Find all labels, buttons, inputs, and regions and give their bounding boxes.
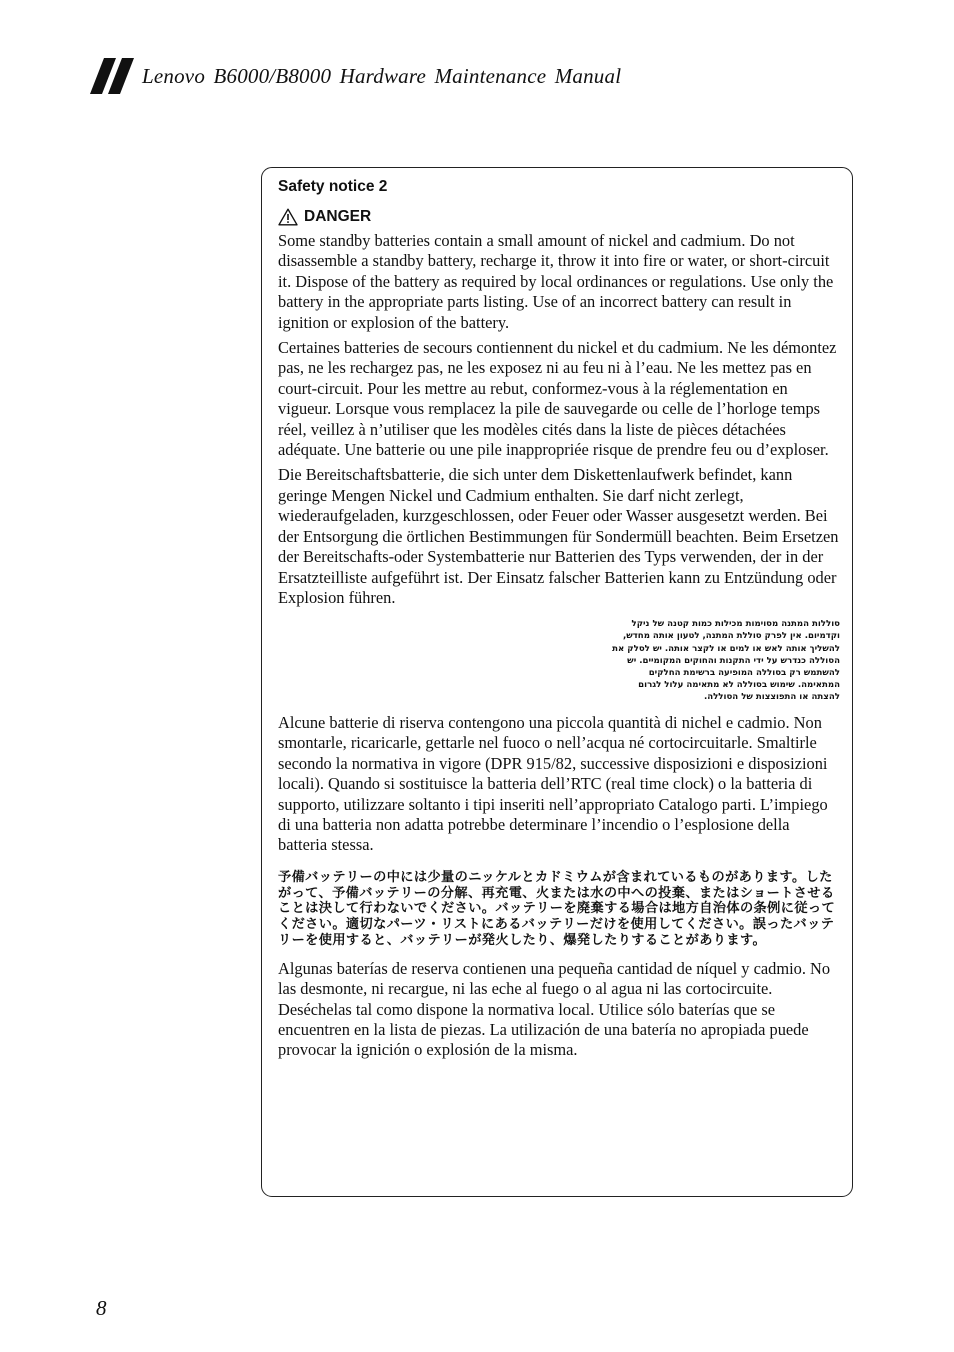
notice-text-japanese: 予備バッテリーの中には少量のニッケルとカドミウムが含まれているものがあります。したがって、予備バッテリーの分解、再充電、火または水の中への投棄、またはショートさせることは決して行わないでください。バッテリーを廃棄する場合は地方自治体の条例に従ってください。適切なパーツ・リストにあるバッテリーだけを使用してください。誤ったバッテリーを使用すると、バッテリーが発火したり、爆発したりすることがあります。 [278,869,836,948]
notice-text-english: Some standby batteries contain a small amount of nickel and cadmium. Do not disassemble a standby battery, recharge it, throw it into fire or water, or short-circuit it. Dispose of the battery as required by local ordinances or regulations. Use only the battery in the appropriate parts listing. Use of an incorrect battery can result in ignition or explosion of the battery. [278,231,834,332]
notice-text-hebrew: סוללות המתנה מסוימות מכילות כמות קטנה של ניקל וקדמיום. אין לפרק סוללת המתנה, לטעון אותה מחדש, להשליך אותה לאש או למים או לקצר אותה. יש לסלק את הסוללה כנדרש על ידי התקנות והחוקים המקומיים. יש להשתמש רק בסוללה המופיעה ברשימת החלקים המתאימה. שימוש בסוללה לא מתאימה עלול לגרום להצתה או התפוצצות של הסוללה. [612,619,840,702]
danger-heading [278,206,842,228]
safety-notice-box [261,167,853,1197]
double-slash-logo-icon [90,58,136,94]
notice-text-german: Die Bereitschaftsbatterie, die sich unter dem Diskettenlaufwerk befindet, kann geringe Mengen Nickel und Cadmium enthalten. Sie darf nicht zerlegt, wiederaufgeladen, kurzgeschlossen, oder Feuer oder Wasser ausgesetzt werden. Bei der Entsorgung die örtlichen Bestimmungen für Sondermüll beachten. Beim Ersetzen der Bereitschafts-oder Systembatterie nur Batterien des Typs verwenden, der in der Ersatzteilliste aufgeführt ist. Der Einsatz falscher Batterien kann zu Entzündung oder Explosion führen. [278,465,839,607]
page-number: 8 [96,1296,107,1320]
notice-text-italian: Alcune batterie di riserva contengono una piccola quantità di nichel e cadmio. Non smontarle, ricaricarle, gettarle nel fuoco o nell’acqua né cortocircuitarle. Smaltirle secondo la normativa in vigore (DPR 915/82, successive disposizioni e disposizioni locali). Quando si sostituisce la batteria dell’RTC (real time clock) o la batteria di supporto, utilizzare soltanto i tipi inseriti nell’appropriato Catalogo parti. L’impiego di una batteria non adatta potrebbe determinare l’incendio o l’esplosione della batteria stessa. [278,712,828,855]
page-header [90,58,621,94]
danger-label: DANGER [304,208,372,225]
manual-title: Lenovo B6000/B8000 Hardware Maintenance Manual [142,63,622,88]
notice-text-spanish: Algunas baterías de reserva contienen una pequeña cantidad de níquel y cadmio. No las desmonte, ni recargue, ni las eche al fuego o al agua ni las cortocircuite. Deséchelas tal como dispone la normativa local. Utilice sólo baterías que se encuentren en la lista de piezas. La utilización de una batería no apropiada puede provocar la ignición o explosión de la misma. [278,958,831,1060]
notice-title: Safety notice 2 [278,178,388,195]
warning-triangle-icon [278,208,298,226]
notice-text-french: Certaines batteries de secours contiennent du nickel et du cadmium. Ne les démontez pas, ne les rechargez pas, ne les exposez ni au feu ni à l’eau. Ne les mettez pas en court-circuit. Pour les mettre au rebut, conformez-vous à la réglementation en vigueur. Lorsque vous remplacez la pile de sauvegarde ou celle de l’horloge temps réel, veillez à n’utiliser que les modèles cités dans la liste de pièces détachées adéquate. Une batterie ou une pile inappropriée risque de prendre feu ou d’exploser. [278,338,837,460]
